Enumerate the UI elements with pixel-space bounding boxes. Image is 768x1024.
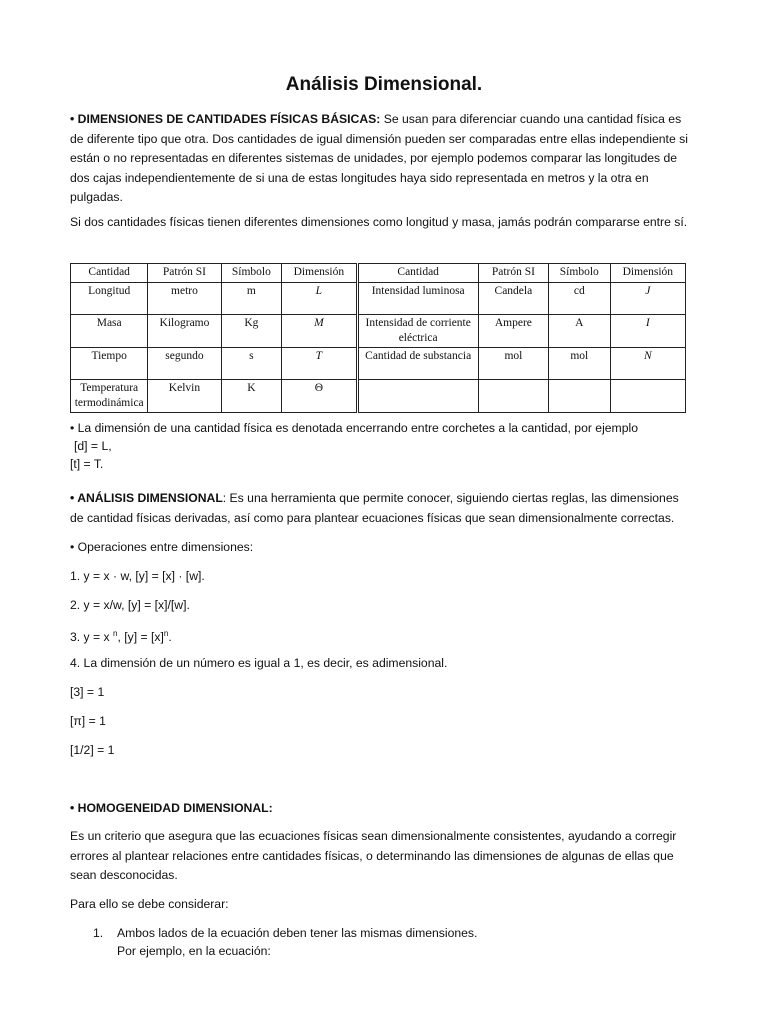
table-cell: mol <box>548 348 610 380</box>
paragraph-consider: Para ello se debe considerar: <box>70 897 229 911</box>
operation-3 <box>70 625 172 646</box>
table-cell: Θ <box>282 380 357 413</box>
operation-3-part: , [y] = [x] <box>117 630 164 645</box>
table-cell: K <box>221 380 282 413</box>
operation-4: 4. La dimensión de un número es igual a 1, es decir, es adimensional. <box>70 656 448 670</box>
notation-example-t: [t] = T. <box>70 457 104 471</box>
table-header-cell: Cantidad <box>357 264 478 283</box>
table-header-cell: Cantidad <box>71 264 148 283</box>
table-header-cell: Dimensión <box>610 264 685 283</box>
table-cell: metro <box>148 283 221 315</box>
table-header-row <box>71 264 686 283</box>
table-row <box>71 380 686 413</box>
table-cell: I <box>610 315 685 348</box>
table-cell: Kelvin <box>148 380 221 413</box>
section-heading-homogeneity: • HOMOGENEIDAD DIMENSIONAL: <box>70 801 273 815</box>
exponent: n <box>163 629 169 638</box>
table-header-cell: Patrón SI <box>478 264 548 283</box>
table-cell: m <box>221 283 282 315</box>
notation-example-d: [d] = L, <box>74 439 112 453</box>
operations-intro: • Operaciones entre dimensiones: <box>70 540 254 554</box>
table-cell: Cantidad de substancia <box>357 348 478 380</box>
operation-2: 2. y = x/w, [y] = [x]/[w]. <box>70 598 190 612</box>
table-cell: s <box>221 348 282 380</box>
table-cell <box>357 380 478 413</box>
table-cell: Candela <box>478 283 548 315</box>
list-item-1: Ambos lados de la ecuación deben tener las mismas dimensiones. <box>117 926 478 940</box>
table-cell: Masa <box>71 315 148 348</box>
section-dimensional-analysis <box>70 489 694 528</box>
table-row <box>71 315 686 348</box>
operation-3-part: . <box>168 630 172 645</box>
list-item-number: 1. <box>93 926 104 940</box>
list-item-1-sub: Por ejemplo, en la ecuación: <box>117 944 271 958</box>
table-cell: Kilogramo <box>148 315 221 348</box>
table-cell: cd <box>548 283 610 315</box>
table-cell: J <box>610 283 685 315</box>
example-number-3: [3] = 1 <box>70 685 105 699</box>
table-row <box>71 348 686 380</box>
table-cell: N <box>610 348 685 380</box>
page-title: Análisis Dimensional. <box>285 74 483 95</box>
table-cell: Intensidad luminosa <box>357 283 478 315</box>
table-header-cell: Dimensión <box>282 264 357 283</box>
notation-line-1: • La dimensión de una cantidad física es denotada encerrando entre corchetes a la cantidad, por ejemplo <box>70 421 638 435</box>
table-cell: Temperatura termodinámica <box>71 380 148 413</box>
table-cell <box>610 380 685 413</box>
table-cell: Tiempo <box>71 348 148 380</box>
table-cell: Kg <box>221 315 282 348</box>
operation-3-part: 3. y = x <box>70 630 114 645</box>
section-heading-dimensional-analysis: • ANÁLISIS DIMENSIONAL <box>70 491 223 505</box>
section-heading-basic-dimensions: • DIMENSIONES DE CANTIDADES FÍSICAS BÁSICAS: <box>70 112 381 126</box>
table-cell: Intensidad de corriente eléctrica <box>357 315 478 348</box>
table-header-cell: Símbolo <box>548 264 610 283</box>
table-cell: T <box>282 348 357 380</box>
exponent: n <box>113 629 118 638</box>
example-pi: [π] = 1 <box>70 714 106 728</box>
example-half: [1/2] = 1 <box>70 743 115 757</box>
table-header-cell: Símbolo <box>221 264 282 283</box>
paragraph-different-dimensions: Si dos cantidades físicas tienen diferentes dimensiones como longitud y masa, jamás podrán compararse entre sí. <box>70 215 688 229</box>
table-cell: M <box>282 315 357 348</box>
section-basic-dimensions <box>70 110 694 208</box>
table-header-cell: Patrón SI <box>148 264 221 283</box>
table-row <box>71 283 686 315</box>
section-text-dimensional-analysis: : Es una herramienta que permite conocer, siguiendo ciertas reglas, las dimensiones de cantidad físicas derivadas, así como para plantear ecuaciones físicas que sean dimensionalmente correctas. <box>70 491 679 525</box>
table-cell: Longitud <box>71 283 148 315</box>
table-cell: segundo <box>148 348 221 380</box>
table-cell: L <box>282 283 357 315</box>
table-cell: mol <box>478 348 548 380</box>
table-cell <box>548 380 610 413</box>
dimensions-table <box>70 263 686 413</box>
table-cell <box>478 380 548 413</box>
table-cell: A <box>548 315 610 348</box>
section-text-homogeneity: Es un criterio que asegura que las ecuaciones físicas sean dimensionalmente consistentes, ayudando a corregir errores al plantear relaciones entre cantidades físicas, o determinando las dimensiones de algunas de ellas que sean desconocidas. <box>70 829 677 882</box>
section-text-basic-dimensions: Se usan para diferenciar cuando una cantidad física es de diferente tipo que otra. Dos cantidades de igual dimensión pueden ser comparadas entre ellas independiente si están o no representadas en diferentes sistemas de unidades, por ejemplo podemos comparar las longitudes de dos cajas independientemente de si una de estas longitudes haya sido representada en metros y la otra en pulgadas. <box>70 112 688 204</box>
table-cell: Ampere <box>478 315 548 348</box>
operation-1: 1. y = x · w, [y] = [x] · [w]. <box>70 569 205 583</box>
